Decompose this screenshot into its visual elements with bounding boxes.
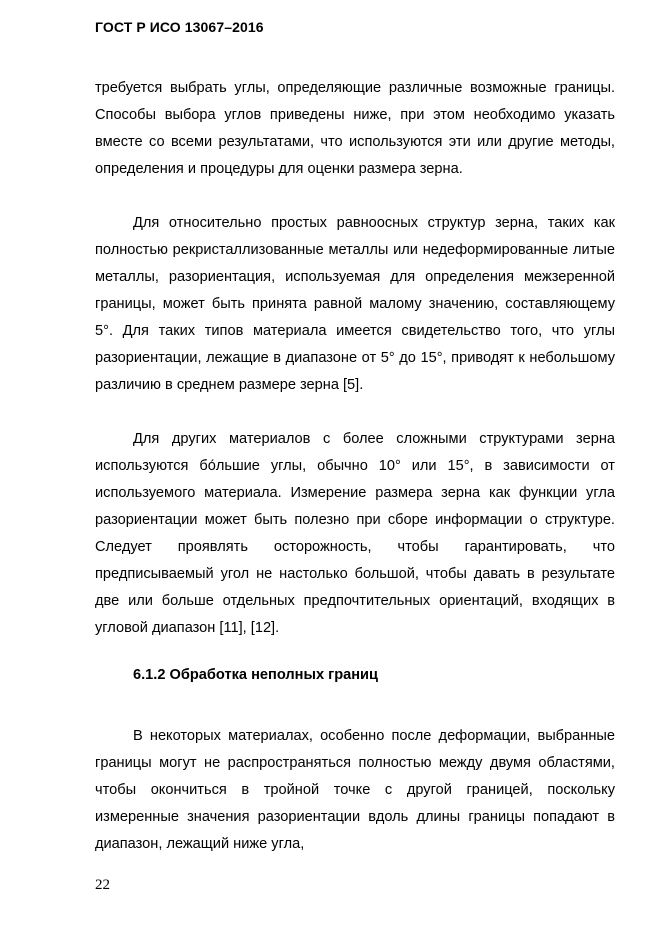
document-header: ГОСТ Р ИСО 13067–2016 [95,19,264,35]
paragraph-3: Для других материалов с более сложными структурами зерна используются бо́льшие углы, обычно 10° или 15°, в зависимости от используемого материала. Измерение размера зерна как функции угла разориентации может быть полезно при сборе информации о структуре. Следует проявлять осторожность, чтобы гарантировать, что предписываемый угол не настолько большой, чтобы давать в результате две или больше отдельных предпочтительных ориентаций, входящих в угловой диапазон [11], [12]. [95,431,615,636]
section-heading: 6.1.2 Обработка неполных границ [133,667,378,683]
paragraph-1: требуется выбрать углы, определяющие различные возможные границы. Способы выбора углов приведены ниже, при этом необходимо указать вместе со всеми результатами, что используются эти или другие методы, определения и процедуры для оценки размера зерна. [95,80,615,177]
paragraph-2: Для относительно простых равноосных структур зерна, таких как полностью рекристаллизованные металлы или недеформированные литые металлы, разориентация, используемая для определения межзеренной границы, может быть принята равной малому значению, составляющему 5°. Для таких типов материала имеется свидетельство того, что углы разориентации, лежащие в диапазоне от 5° до 15°, приводят к небольшому различию в среднем размере зерна [5]. [95,215,615,393]
paragraph-4: В некоторых материалах, особенно после деформации, выбранные границы могут не распространяться полностью между двумя областями, чтобы окончиться в тройной точке с другой границей, поскольку измеренные значения разориентации вдоль длины границы попадают в диапазон, лежащий ниже угла, [95,728,615,852]
page-number: 22 [95,877,110,893]
